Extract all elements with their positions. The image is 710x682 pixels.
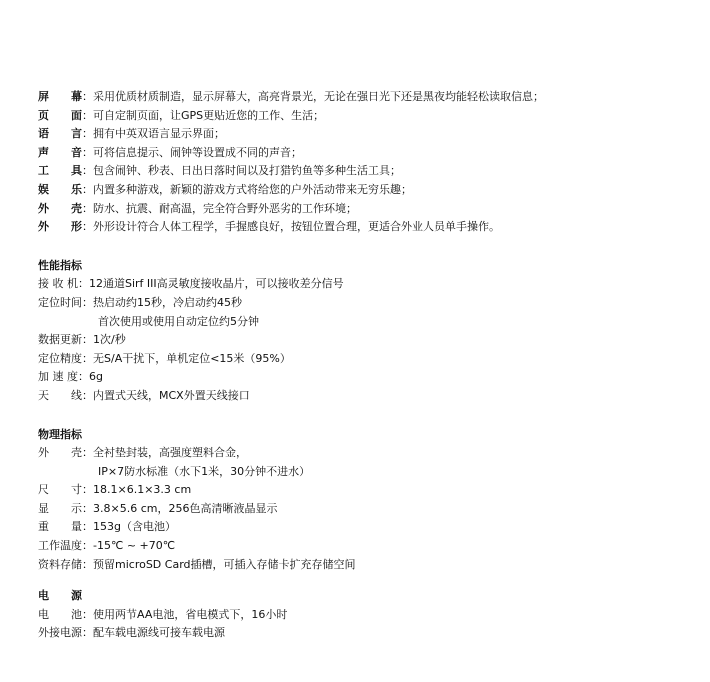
spec-text: 首次使用或使用自动定位约5分钟 [98,314,259,328]
spec-text: ：预留microSD Card插槽，可插入存储卡扩充存储空间 [82,557,356,571]
power-section [38,587,698,643]
spec-label: 天 线 [38,388,82,402]
spec-row [38,350,698,369]
spec-row [38,500,698,519]
feature-label: 声 音 [38,145,82,159]
feature-row [38,125,698,144]
feature-text: ：拥有中英双语言显示界面； [82,127,225,141]
feature-row [38,144,698,163]
spec-label: 定位时间 [38,295,82,309]
spec-row-continued [38,463,698,482]
feature-text: ：可自定制页面，让GPS更贴近您的工作、生活； [82,108,325,122]
spec-row [38,481,698,500]
spec-text: IP×7防水标准（水下1米，30分钟不进水） [98,464,311,478]
physical-section [38,426,698,575]
feature-label: 语 言 [38,127,82,141]
spec-text: ：热启动约15秒，冷启动约45秒 [82,295,242,309]
section-title: 性能指标 [38,258,82,272]
spec-row [38,387,698,406]
feature-row [38,218,698,237]
feature-text: ：防水、抗震、耐高温，完全符合野外恶劣的工作环境； [82,201,357,215]
spec-row [38,275,698,294]
feature-row [38,181,698,200]
feature-row [38,107,698,126]
spec-text: ：配车载电源线可接车载电源 [82,626,225,640]
spec-label: 接 收 机 [38,277,78,291]
spec-label: 外接电源 [38,626,82,640]
spec-text: ：12通道Sirf III高灵敏度接收晶片，可以接收差分信号 [78,277,344,291]
document-page [38,88,698,643]
spec-label: 工作温度 [38,539,82,553]
spec-text: ：3.8×5.6 cm，256色高清晰液晶显示 [82,501,278,515]
spec-row [38,294,698,313]
feature-text: ：采用优质材质制造，显示屏幕大，高亮背景光，无论在强日光下还是黑夜均能轻松读取信息； [82,90,544,103]
spec-text: ：1次/秒 [82,333,126,347]
spec-text: ：内置式天线，MCX外置天线接口 [82,388,250,402]
spec-label: 数据更新 [38,333,82,347]
spec-text: ：6g [78,370,103,384]
spec-label: 资料存储 [38,557,82,571]
features-list [38,88,698,237]
spec-row [38,537,698,556]
feature-label: 屏 幕 [38,90,82,103]
feature-row [38,200,698,219]
spec-row [38,368,698,387]
feature-label: 外 壳 [38,201,82,215]
feature-label: 娱 乐 [38,182,82,196]
feature-row [38,162,698,181]
feature-text: ：可将信息提示、闹钟等设置成不同的声音； [82,145,302,159]
feature-label: 工 具 [38,164,82,178]
spec-row [38,518,698,537]
feature-label: 外 形 [38,220,82,234]
feature-label: 页 面 [38,108,82,122]
feature-text: ：外形设计符合人体工程学，手握感良好，按钮位置合理，更适合外业人员单手操作。 [82,220,500,234]
feature-text: ：包含闹钟、秒表、日出日落时间以及打猎钓鱼等多种生活工具； [82,164,401,178]
section-title: 物理指标 [38,427,82,441]
spec-row-continued [38,313,698,332]
spec-text: ：153g（含电池） [82,520,176,534]
spec-text: ：使用两节AA电池，省电模式下，16小时 [82,607,288,621]
spec-label: 加 速 度 [38,370,78,384]
spec-row [38,556,698,575]
spec-label: 显 示 [38,501,82,515]
spec-text: ：无S/A干扰下，单机定位<15米（95%） [82,351,291,365]
spec-label: 外 壳 [38,446,82,460]
spec-row [38,444,698,463]
spec-label: 尺 寸 [38,483,82,497]
spec-text: ：全衬垫封装，高强度塑料合金， [82,446,247,460]
spec-row [38,624,698,643]
spec-label: 重 量 [38,520,82,534]
spec-row [38,606,698,625]
spec-label: 定位精度 [38,351,82,365]
feature-row [38,88,698,107]
spec-label: 电 池 [38,607,82,621]
spec-row [38,331,698,350]
spec-text: ：18.1×6.1×3.3 cm [82,483,192,497]
feature-text: ：内置多种游戏，新颖的游戏方式将给您的户外活动带来无穷乐趣； [82,182,412,196]
section-title: 电 源 [38,589,82,603]
performance-section [38,257,698,406]
spec-text: ：-15℃ ~ +70℃ [82,539,176,553]
